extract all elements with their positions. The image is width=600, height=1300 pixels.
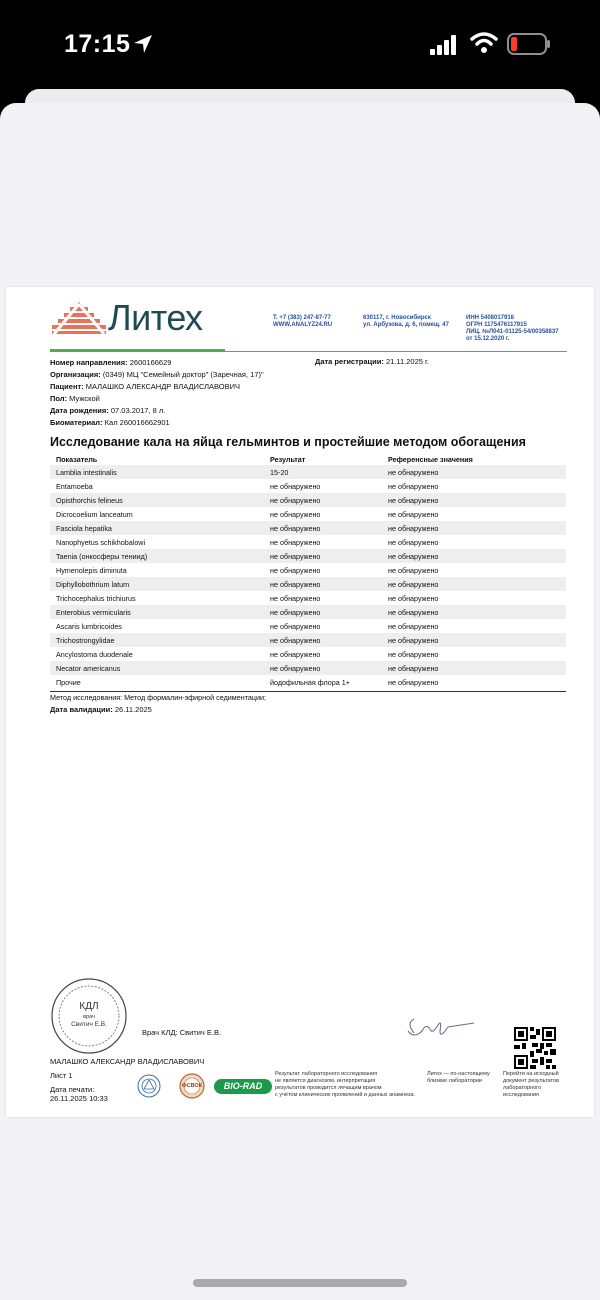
qr-note xyxy=(503,1071,559,1099)
doctor-name: Врач КЛД: Свитич Е.В. xyxy=(142,1028,222,1037)
dob-row xyxy=(50,405,165,417)
license-date: от 15.12.2020 г. xyxy=(466,336,510,342)
reference-cell: не обнаружено xyxy=(388,481,439,491)
biomaterial-label: Биоматериал: xyxy=(50,418,103,427)
reference-cell: не обнаружено xyxy=(382,493,566,507)
organization-value: (0349) МЦ "Семейный доктор" (Заречная, 17)" xyxy=(102,370,264,379)
results-table xyxy=(50,453,566,689)
col-header-result: Результат xyxy=(270,454,306,464)
result-cell: не обнаружено xyxy=(266,577,382,591)
print-date-value: 26.11.2025 10:33 xyxy=(50,1094,108,1103)
indicator-cell: Taenia (онкосферы тениид) xyxy=(50,549,266,563)
table-row xyxy=(50,619,566,633)
sex-row xyxy=(50,393,100,405)
indicator-cell: Fasciola hepatika xyxy=(50,521,266,535)
logo-text: Литех xyxy=(108,297,203,338)
reference-cell: не обнаружено xyxy=(382,605,566,619)
indicator-cell: Hymenolepis diminuta xyxy=(56,565,127,575)
ogrn-text: ОГРН 1175476117915 xyxy=(466,322,527,328)
address-city: 630117, г. Новосибирск xyxy=(363,315,431,321)
patient-row xyxy=(50,381,240,393)
reference-cell: не обнаружено xyxy=(382,577,566,591)
print-date-label: Дата печати: xyxy=(50,1085,95,1094)
reference-cell: не обнаружено xyxy=(382,465,566,479)
referral-label: Номер направления: xyxy=(50,358,128,367)
reference-cell: не обнаружено xyxy=(388,509,439,519)
qr-code-icon[interactable] xyxy=(514,1027,556,1069)
disclaimer-line: результатов проводится лечащим врачом xyxy=(275,1085,382,1091)
validation-value: 26.11.2025 xyxy=(114,705,152,714)
patient-label: Пациент: xyxy=(50,382,84,391)
license-text: ЛИЦ. №Л041-01125-54/00358837 xyxy=(466,329,559,335)
disclaimer-line: с учётом клинических проявлений и данных анамнеза. xyxy=(275,1092,416,1098)
indicator-cell: Ancylostoma duodenale xyxy=(56,649,133,659)
organization-row xyxy=(50,369,264,381)
litex-note xyxy=(427,1071,490,1085)
result-cell: не обнаружено xyxy=(270,481,321,491)
result-cell: йодофильная флора 1+ xyxy=(270,677,350,687)
signal-icon xyxy=(430,35,458,55)
method-text: Метод исследования: Метод формалин-эфирной седиментации; xyxy=(50,693,267,702)
result-cell: не обнаружено xyxy=(270,593,321,603)
registration-value: 21.11.2025 г. xyxy=(385,357,429,366)
stamp-line3: Свитич Е.В. xyxy=(71,1021,107,1028)
table-bottom-rule xyxy=(50,691,566,692)
inn-text: ИНН 5408017916 xyxy=(466,315,515,321)
validation-label: Дата валидации: xyxy=(50,705,113,714)
result-cell: 15-20 xyxy=(266,465,382,479)
footer-sheet-number: Лист 1 xyxy=(50,1071,73,1080)
indicator-cell: Ascaris lumbricoides xyxy=(56,621,122,631)
result-cell: не обнаружено xyxy=(270,621,321,631)
footer-patient-name: МАЛАШКО АЛЕКСАНДР ВЛАДИСЛАВОВИЧ xyxy=(50,1057,205,1066)
table-row xyxy=(50,549,566,563)
address-street: ул. Арбузова, д. 6, помещ. 47 xyxy=(363,322,449,328)
disclaimer-line: Результат лабораторного исследования xyxy=(275,1071,378,1077)
reference-cell: не обнаружено xyxy=(382,661,566,675)
table-row xyxy=(50,647,566,661)
status-time: 17:15 xyxy=(64,30,131,58)
biomaterial-row xyxy=(50,417,170,429)
qr-note-line: документ результатов xyxy=(503,1078,559,1084)
result-cell: не обнаружено xyxy=(270,537,321,547)
disclaimer-text xyxy=(275,1071,415,1099)
header-address xyxy=(363,315,449,329)
stamp-title: КДЛ xyxy=(79,1001,99,1012)
lab-report-page xyxy=(6,287,594,1117)
indicator-cell: Lamblia intestinalis xyxy=(50,465,266,479)
wifi-icon xyxy=(470,31,498,55)
indicator-cell: Enterobius vermicularis xyxy=(50,605,266,619)
table-row xyxy=(50,493,566,507)
biomaterial-value: Кал 260016662901 xyxy=(104,418,170,427)
biorad-logo: BIO-RAD xyxy=(214,1079,272,1094)
reference-cell: не обнаружено xyxy=(382,633,566,647)
reference-cell: не обнаружено xyxy=(388,649,439,659)
table-row xyxy=(50,591,566,605)
result-cell: не обнаружено xyxy=(266,605,382,619)
fsvok-label: ФСВОК xyxy=(181,1083,203,1089)
indicator-cell: Diphyllobothrium latum xyxy=(50,577,266,591)
indicator-cell: Trichocephalus trichiurus xyxy=(56,593,136,603)
table-row xyxy=(50,605,566,619)
report-title: Исследование кала на яйца гельминтов и простейшие методом обогащения xyxy=(50,435,526,449)
accreditation-logo-icon xyxy=(137,1073,161,1099)
footer-print-date xyxy=(50,1085,108,1103)
header-legal xyxy=(466,315,559,343)
registration-row xyxy=(315,357,429,366)
reference-cell: не обнаружено xyxy=(382,521,566,535)
validation-row xyxy=(50,705,152,714)
home-indicator[interactable] xyxy=(193,1279,407,1287)
table-row xyxy=(50,661,566,675)
col-header-indicator: Показатель xyxy=(56,454,98,464)
qr-note-line: Перейти на исходный xyxy=(503,1071,559,1077)
result-cell: не обнаружено xyxy=(270,649,321,659)
litex-note-line: близкие лаборатории xyxy=(427,1078,482,1084)
table-row xyxy=(50,563,566,577)
indicator-cell: Entamoeba xyxy=(56,481,93,491)
reference-cell: не обнаружено xyxy=(388,537,439,547)
phone-text: Т. +7 (383) 247-87-77 xyxy=(273,315,331,321)
referral-value: 2600166629 xyxy=(129,358,172,367)
reference-cell: не обнаружено xyxy=(388,621,439,631)
table-row xyxy=(50,633,566,647)
indicator-cell: Trichostrongylidae xyxy=(50,633,266,647)
battery-icon xyxy=(507,33,551,55)
indicator-cell: Dicrocoelium lanceatum xyxy=(56,509,133,519)
stamp-line2: врач xyxy=(83,1014,95,1020)
qr-note-line: лабораторного xyxy=(503,1085,542,1091)
result-cell: не обнаружено xyxy=(266,521,382,535)
table-row xyxy=(50,675,566,689)
table-row xyxy=(50,535,566,549)
result-cell: не обнаружено xyxy=(266,493,382,507)
litex-logo-icon xyxy=(50,301,108,335)
registration-label: Дата регистрации: xyxy=(315,357,384,366)
table-row xyxy=(50,465,566,479)
reference-cell: не обнаружено xyxy=(388,677,439,687)
sex-label: Пол: xyxy=(50,394,68,403)
result-cell: не обнаружено xyxy=(270,565,321,575)
litex-note-line: Литех — по-настоящему xyxy=(427,1071,490,1077)
qr-note-line: исследования xyxy=(503,1092,539,1098)
table-row xyxy=(50,577,566,591)
result-cell: не обнаружено xyxy=(266,661,382,675)
referral-row xyxy=(50,357,171,369)
disclaimer-line: не является диагнозом, интерпретация xyxy=(275,1078,376,1084)
result-cell: не обнаружено xyxy=(266,633,382,647)
indicator-cell: Nanophyetus schikhobalowi xyxy=(56,537,146,547)
header-divider-accent xyxy=(50,349,225,352)
table-row xyxy=(50,521,566,535)
table-row xyxy=(50,507,566,521)
website-link[interactable]: WWW.ANALYZ24.RU xyxy=(273,322,333,328)
signature-image xyxy=(400,1009,480,1049)
status-bar xyxy=(0,0,600,90)
location-arrow-icon xyxy=(132,33,154,55)
organization-label: Организация: xyxy=(50,370,101,379)
result-cell: не обнаружено xyxy=(266,549,382,563)
reference-cell: не обнаружено xyxy=(388,565,439,575)
sex-value: Мужской xyxy=(69,394,100,403)
reference-cell: не обнаружено xyxy=(382,549,566,563)
dob-value: 07.03.2017, 8 л. xyxy=(110,406,166,415)
result-cell: не обнаружено xyxy=(270,509,321,519)
patient-value: МАЛАШКО АЛЕКСАНДР ВЛАДИСЛАВОВИЧ xyxy=(85,382,241,391)
indicator-cell: Opisthorchis felineus xyxy=(50,493,266,507)
indicator-cell: Прочие xyxy=(56,677,81,687)
table-header-row xyxy=(50,453,566,465)
indicator-cell: Necator americanus xyxy=(50,661,266,675)
col-header-reference: Референсные значения xyxy=(388,454,473,464)
table-row xyxy=(50,479,566,493)
fsvok-logo xyxy=(179,1073,205,1099)
dob-label: Дата рождения: xyxy=(50,406,109,415)
reference-cell: не обнаружено xyxy=(388,593,439,603)
header-contacts xyxy=(273,315,332,329)
